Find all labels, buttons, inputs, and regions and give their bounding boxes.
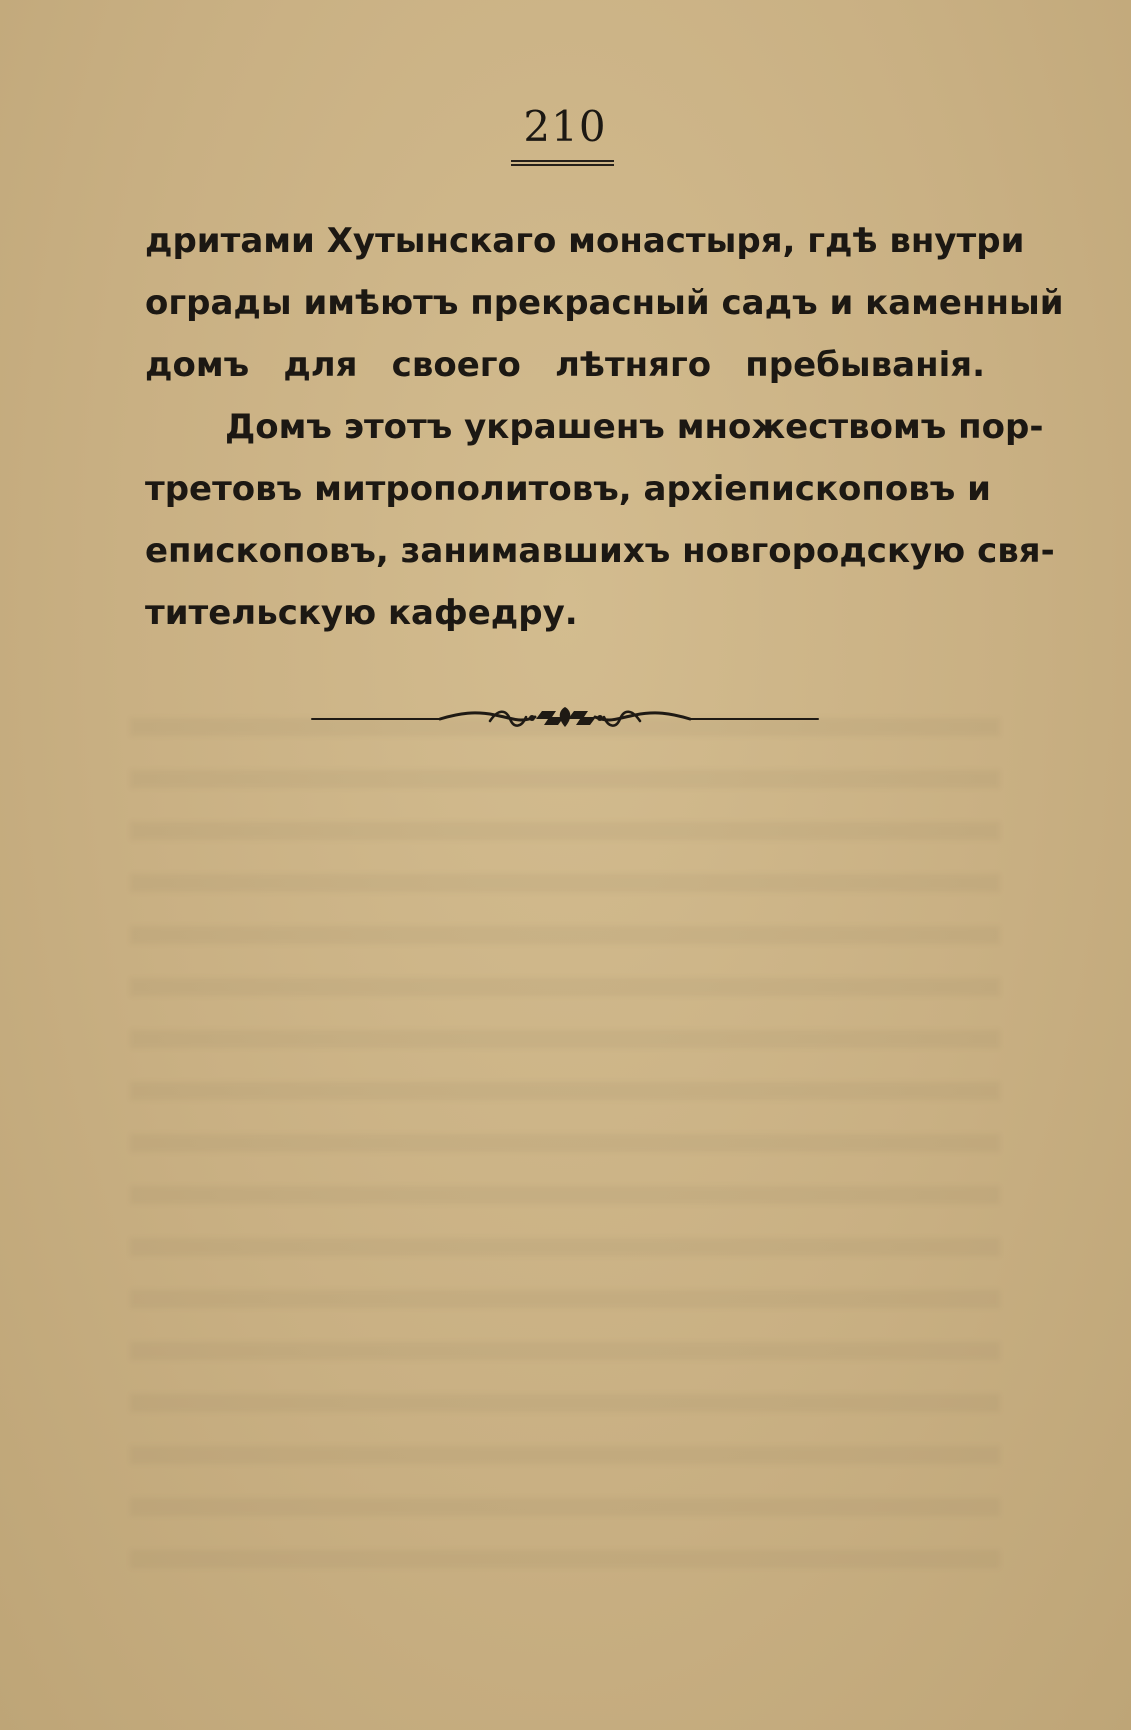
text-line: тительскую кафедру. <box>145 593 578 633</box>
bleed-through-text <box>130 690 1000 1590</box>
body-text <box>145 210 1064 644</box>
text-line: епископовъ, занимавшихъ новгородскую свя- <box>145 531 1055 571</box>
text-line: домъ для своего лѣтняго пребыванія. <box>145 345 985 385</box>
text-line: дритами Хутынскаго монастыря, гдѣ внутри <box>145 221 1025 261</box>
text-line: третовъ митрополитовъ, архіепископовъ и <box>145 469 991 509</box>
text-line: Домъ этотъ украшенъ множествомъ пор- <box>225 407 1044 447</box>
text-line: ограды имѣютъ прекрасный садъ и каменный <box>145 283 1064 323</box>
page-number: 210 <box>523 102 607 151</box>
page-number-double-rule <box>511 160 614 166</box>
section-end-ornament <box>310 697 820 737</box>
